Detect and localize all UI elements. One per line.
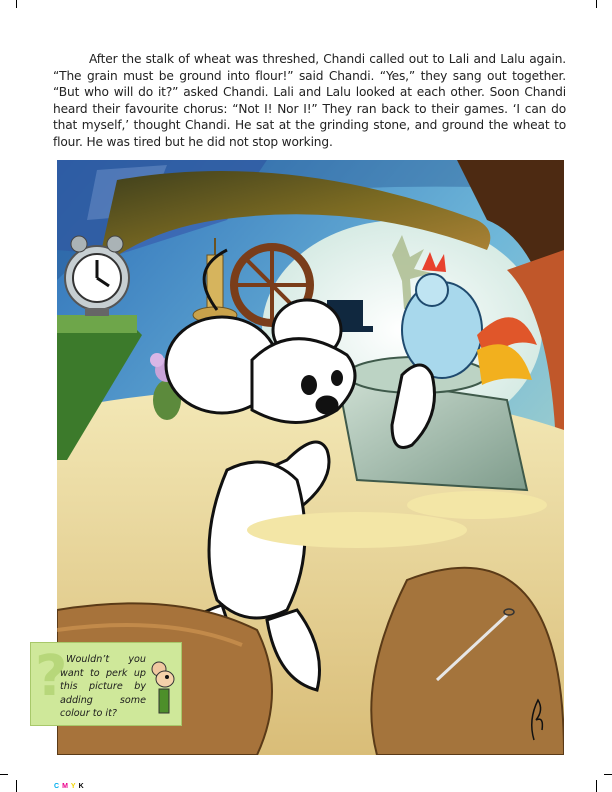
colour-prompt-text [60,653,146,721]
yellow-mark: Y [70,783,79,790]
story-text [53,51,566,151]
crop-mark-bottom-left-v [16,780,17,792]
crop-mark-bottom-right-v [596,780,597,792]
colour-prompt-paragraph: Wouldn’t you want to perk up this picture by adding some colour to it? [60,654,146,719]
print-color-marks [54,783,87,790]
black-mark: K [78,783,87,790]
cyan-mark: C [54,783,63,790]
crop-mark-top-right [596,0,597,8]
magenta-mark: M [62,783,71,790]
mouse-face-icon [151,661,175,715]
crop-mark-bottom-right [604,774,612,775]
question-mark-icon: ? [35,644,68,709]
crop-mark-top-left [16,0,17,8]
crop-mark-bottom-left [0,774,8,775]
story-paragraph: After the stalk of wheat was threshed, Chandi called out to Lali and Lalu again. “The grain must be ground into flour!” said Chandi. “Yes,” they sang out together. “But who will do it?” asked Chandi. Lali and Lalu looked at each other. Soon Chandi heard their favourite chorus: “Not I! Nor I!” They ran back to their games. ‘I can do that myself,’ thought Chandi. He sat at the grinding stone, and ground the wheat to flour. He was tired but he did not stop working. [53,52,566,149]
